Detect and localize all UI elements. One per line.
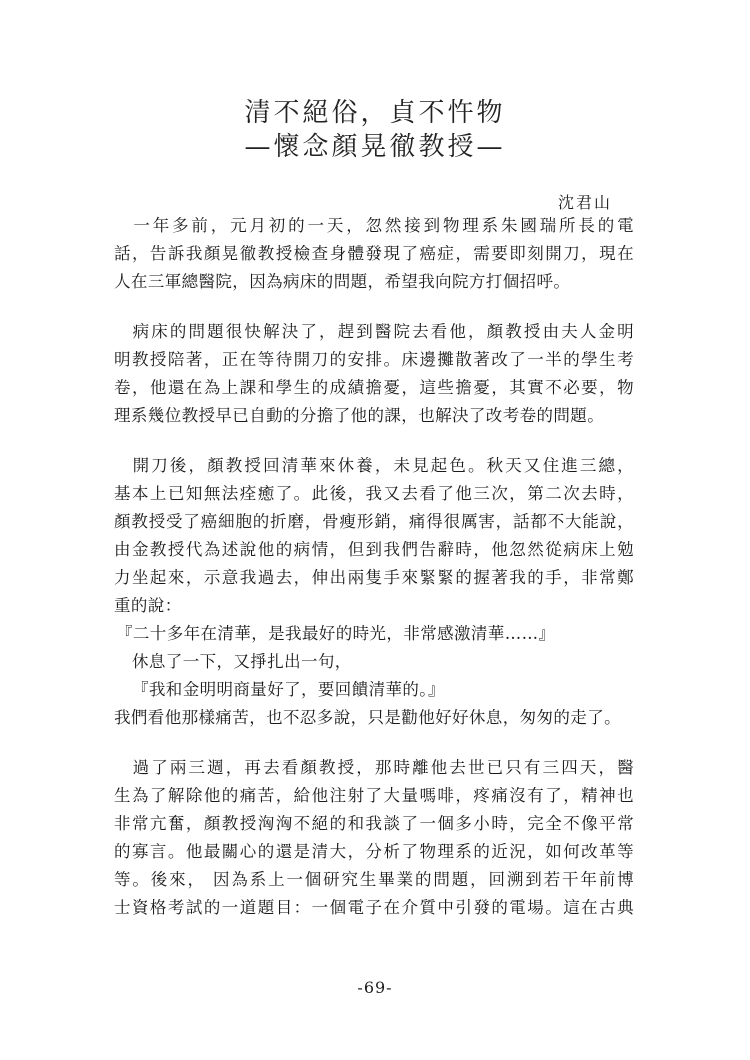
text-line: 生為了解除他的痛苦，給他注射了大量嗎啡，疼痛沒有了，精神也 <box>114 786 634 805</box>
text-line: 休息了一下，又掙扎出一句， <box>132 652 352 671</box>
text-line: 一年多前，元月初的一天，忽然接到物理系朱國瑞所長的電 <box>114 216 634 235</box>
author-name: 沈君山 <box>557 193 612 212</box>
text-line: 明教授陪著，正在等待開刀的安排。床邊攤散著改了一半的學生考 <box>114 350 634 369</box>
text-line: 理系幾位教授早已自動的分擔了他的課，也解決了改考卷的問題。 <box>114 406 605 425</box>
text-line: 人在三軍總醫院，因為病床的問題，希望我向院方打個招呼。 <box>114 272 571 291</box>
page-number: -69- <box>357 978 393 997</box>
text-line: 重的說： <box>114 596 182 615</box>
text-line: 我們看他那樣痛苦，也不忍多說，只是勸他好好休息，匆匆的走了。 <box>114 708 621 727</box>
article-title: 清不絕俗，貞不忤物 <box>244 98 506 128</box>
quote-line: 『二十多年在清華，是我最好的時光，非常感激清華……』 <box>116 624 556 643</box>
text-line: 過了兩三週，再去看顏教授，那時離他去世已只有三四天，醫 <box>114 758 634 777</box>
text-line: 非常亢奮，顏教授洶洶不絕的和我談了一個多小時，完全不像平常 <box>114 814 634 833</box>
text-line: 由金教授代為述說他的病情，但到我們告辭時，他忽然從病床上勉 <box>114 540 634 559</box>
article-subtitle: —懷念顏晃徹教授— <box>244 132 506 162</box>
text-line: 力坐起來，示意我過去，伸出兩隻手來緊緊的握著我的手，非常鄭 <box>114 568 634 587</box>
quote-line: 『我和金明明商量好了，要回饋清華的。』 <box>132 680 445 699</box>
text-line: 開刀後，顏教授回清華來休養，未見起色。秋天又住進三總， <box>114 456 634 475</box>
text-line: 士資格考試的一道題目：一個電子在介質中引發的電場。這在古典 <box>114 898 634 917</box>
text-line: 等。後來， 因為系上一個研究生畢業的問題，回溯到若干年前博 <box>114 870 634 889</box>
text-line: 顏教授受了癌細胞的折磨，骨瘦形銷，痛得很厲害，話都不大能說， <box>114 512 634 531</box>
text-line: 的寡言。他最關心的還是清大，分析了物理系的近況，如何改革等 <box>114 842 634 861</box>
text-line: 話，告訴我顏晃徹教授檢查身體發現了癌症，需要即刻開刀，現在 <box>114 244 634 263</box>
text-line: 病床的問題很快解決了，趕到醫院去看他，顏教授由夫人金明 <box>114 322 634 341</box>
text-line: 基本上已知無法痊癒了。此後，我又去看了他三次，第二次去時， <box>114 484 634 503</box>
text-line: 卷，他還在為上課和學生的成績擔憂，這些擔憂，其實不必要，物 <box>114 378 634 397</box>
